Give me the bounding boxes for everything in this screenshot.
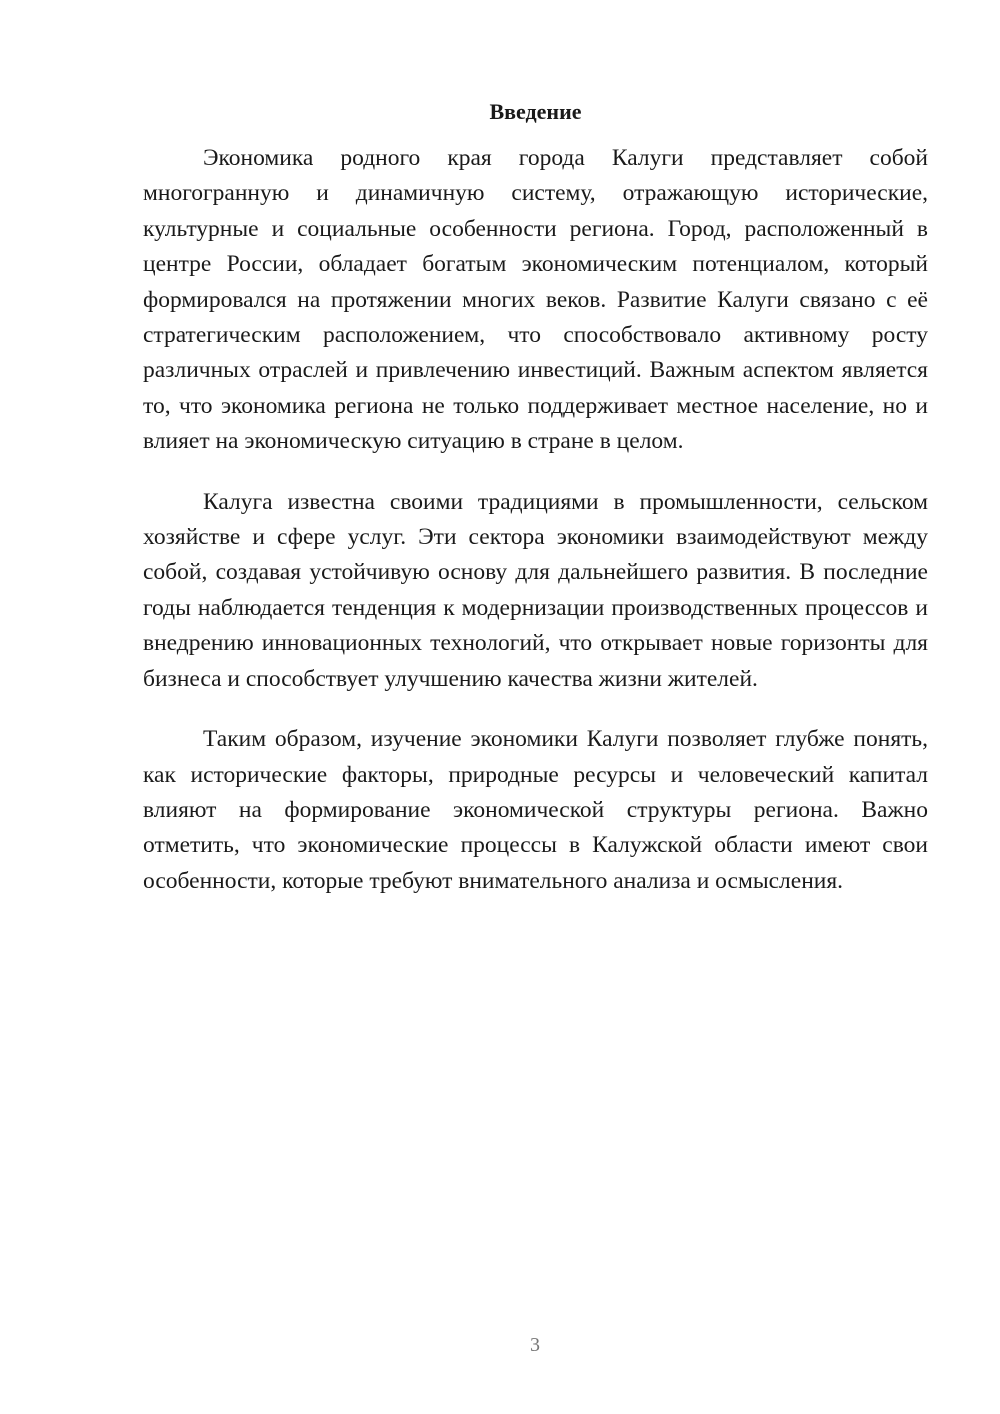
paragraph-2: Калуга известна своими традициями в промышленности, сельском хозяйстве и сфере услуг. Эти сектора экономики взаимодействуют между собой, создавая устойчивую основу для дальнейшего развития. В последние годы наблюдается тенденция к модернизации производственных процессов и внедрению инновационных технологий, что открывает новые горизонты для бизнеса и способствует улучшению качества жизни жителей. bbox=[143, 488, 928, 692]
page-number: 3 bbox=[530, 1334, 540, 1356]
paragraph-3: Таким образом, изучение экономики Калуги позволяет глубже понять, как исторические факторы, природные ресурсы и человеческий капитал влияют на формирование экономической структуры региона. Важно отметить, что экономические процессы в Калужской области имеют свои особенности, которые требуют внимательного анализа и осмысления. bbox=[143, 726, 928, 894]
paragraph-1: Экономика родного края города Калуги представляет собой многогранную и динамичную систему, отражающую исторические, культурные и социальные особенности региона. Город, расположенный в центре России, обладает богатым экономическим потенциалом, который формировался на протяжении многих веков. Развитие Калуги связано с её стратегическим расположением, что способствовало активному росту различных отраслей и привлечению инвестиций. Важным аспектом является то, что экономика региона не только поддерживает местное население, но и влияет на экономическую ситуацию в стране в целом. bbox=[143, 145, 928, 455]
document-body bbox=[143, 97, 928, 924]
section-title: Введение bbox=[489, 99, 582, 124]
